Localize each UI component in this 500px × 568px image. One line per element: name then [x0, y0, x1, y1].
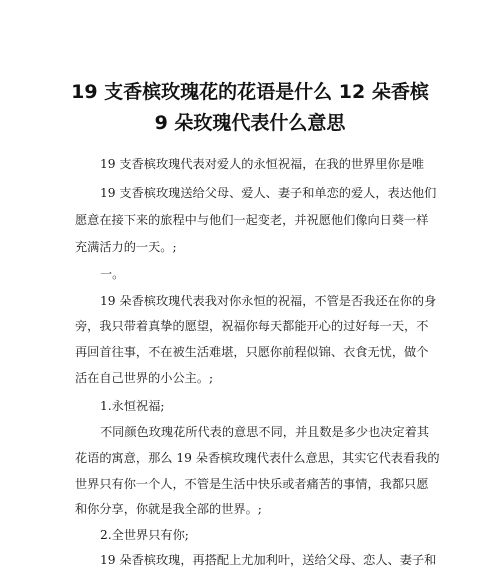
section-heading: 2.全世界只有你;: [100, 528, 189, 542]
paragraph-line: 愿意在接下来的旅程中与他们一起变老，并祝愿他们像向日葵一样: [75, 213, 429, 227]
paragraph-line: 活在自己世界的小公主。;: [75, 371, 214, 385]
paragraph-line: 不同颜色玫瑰花所代表的意思不同，并且数是多少也决定着其: [100, 425, 430, 439]
paragraph-line: 19 支香槟玫瑰送给父母、爱人、妻子和单恋的爱人，表达他们: [100, 186, 437, 200]
document-title-line-1: 19 支香槟玫瑰花的花语是什么 12 朵香槟: [71, 81, 429, 103]
document-title-line-2: 9 朵玫瑰代表什么意思: [154, 112, 346, 134]
paragraph-line: 旁，我只带着真挚的愿望，祝福你每天都能开心的过好每一天，不: [75, 319, 429, 333]
paragraph-line: 19 朵香槟玫瑰，再搭配上尤加利叶，送给父母、恋人、妻子和: [100, 553, 437, 567]
section-heading: 1.永恒祝福;: [100, 399, 165, 413]
paragraph-line: 一。: [100, 267, 125, 281]
paragraph-line: 充满活力的一天。;: [75, 240, 177, 254]
paragraph-line: 世界只有你一个人，不管是生活中快乐或者痛苦的事情，我都只愿: [75, 477, 429, 491]
paragraph-line: 和你分享，你就是我全部的世界。;: [75, 502, 262, 516]
paragraph-line: 19 朵香槟玫瑰代表我对你永恒的祝福，不管是否我还在你的身: [100, 294, 437, 308]
paragraph-line: 再回首往事，不在被生活难堪，只愿你前程似锦、衣食无忧，做个: [75, 345, 429, 359]
paragraph-line: 19 支香槟玫瑰代表对爱人的永恒祝福，在我的世界里你是唯: [100, 157, 425, 171]
paragraph-line: 花语的寓意，那么 19 朵香槟玫瑰代表什么意思，其实它代表看我的: [75, 451, 440, 465]
